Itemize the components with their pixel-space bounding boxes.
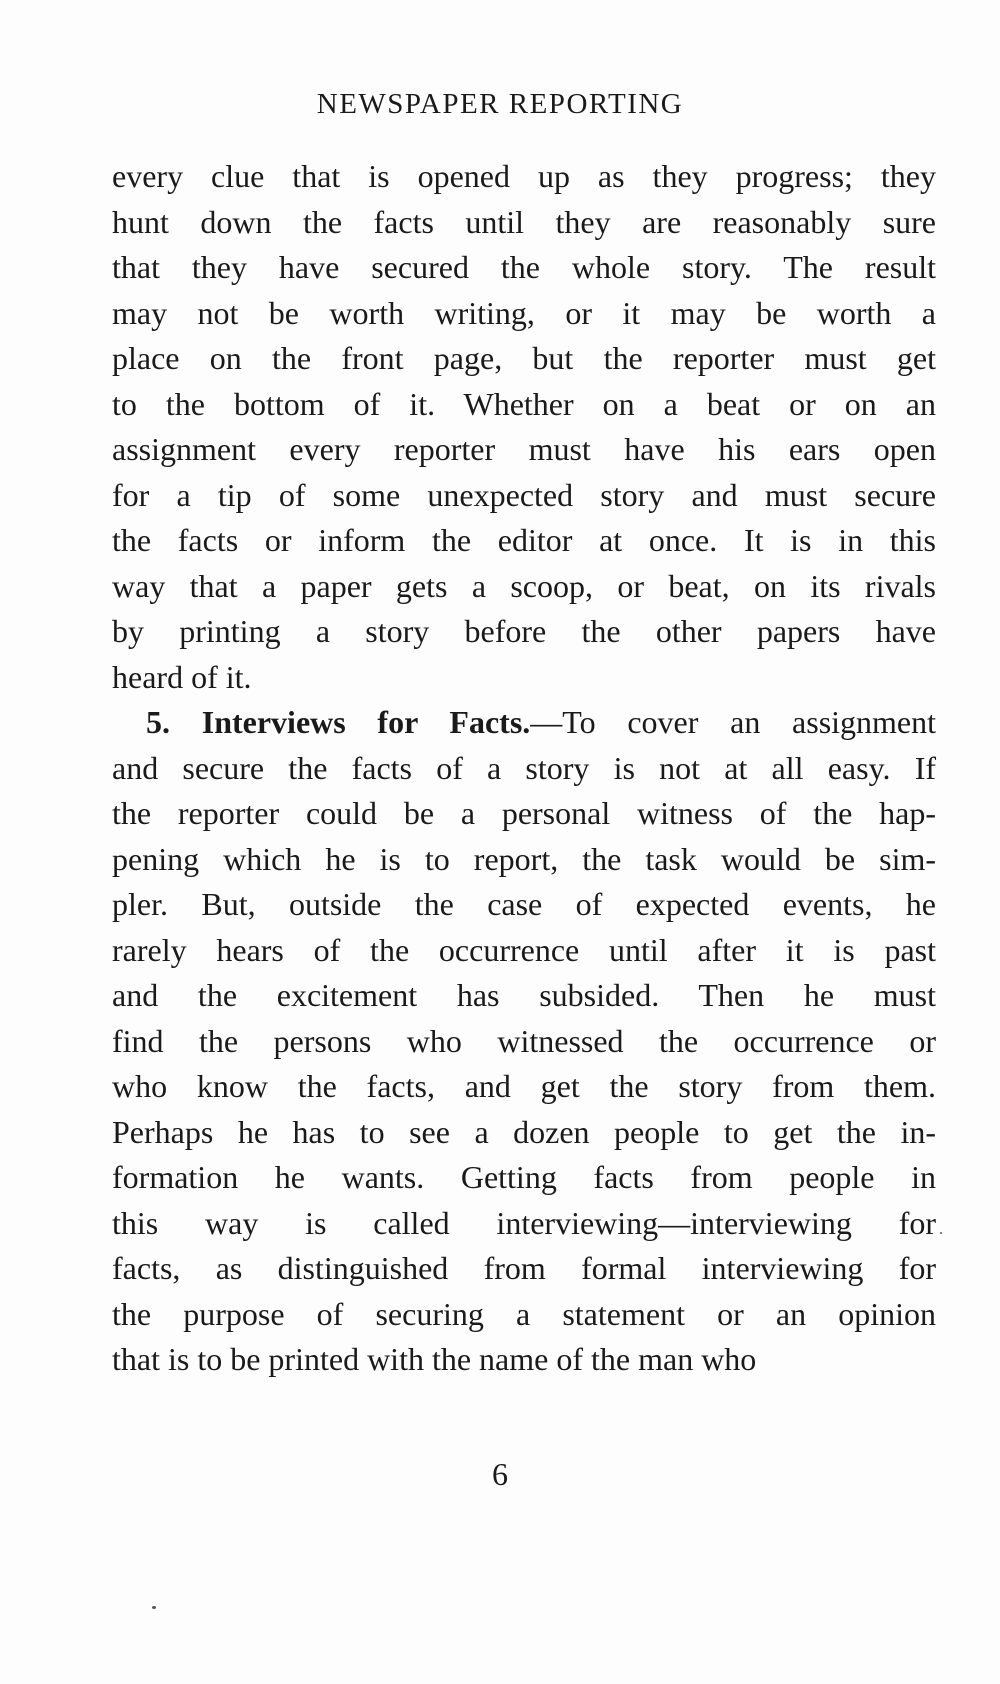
body-line: pler. But, outside the case of expected events, he (112, 886, 936, 922)
body-line: for a tip of some unexpected story and must secure (112, 476, 936, 513)
running-head: NEWSPAPER REPORTING (316, 88, 684, 120)
body-line: facts, as distinguished from formal interviewing for (112, 1250, 936, 1286)
body-line: and the excitement has subsided. Then he must (112, 977, 936, 1013)
body-line: heard of it. (112, 658, 252, 695)
body-line: that they have secured the whole story. The result (112, 249, 936, 285)
body-line: to the bottom of it. Whether on a beat or on an (112, 385, 936, 422)
body-line: rarely hears of the occurrence until after it is past (112, 931, 936, 968)
print-speck (940, 1232, 942, 1234)
section-heading-line (112, 700, 936, 746)
body-line: the reporter could be a personal witness of the hap- (112, 795, 936, 831)
body-line: this way is called interviewing—interviewing for (112, 1204, 936, 1241)
section-number: 5. (146, 704, 170, 740)
body-line: hunt down the facts until they are reasonably sure (112, 203, 936, 240)
body-line: Perhaps he has to see a dozen people to get the in- (112, 1113, 936, 1150)
section-opening-text: —To cover an assignment (530, 704, 937, 740)
print-speck (152, 1606, 156, 1609)
body-line: may not be worth writing, or it may be worth a (112, 294, 936, 331)
body-line: every clue that is opened up as they progress; they (112, 158, 936, 194)
body-line: assignment every reporter must have his ears open (112, 431, 936, 467)
body-line: formation he wants. Getting facts from people in (112, 1159, 936, 1195)
body-line: the facts or inform the editor at once. It is in this (112, 522, 936, 558)
body-line: who know the facts, and get the story from them. (112, 1068, 936, 1104)
body-line: by printing a story before the other papers have (112, 613, 936, 649)
body-line: the purpose of securing a statement or an opinion (112, 1295, 936, 1332)
body-line: way that a paper gets a scoop, or beat, on its rivals (112, 567, 936, 604)
section-title: Interviews for Facts. (201, 704, 531, 740)
body-line: find the persons who witnessed the occurrence or (112, 1022, 936, 1059)
page-body (112, 154, 936, 1383)
body-line: that is to be printed with the name of the man who (112, 1341, 757, 1377)
body-line: pening which he is to report, the task would be sim- (112, 840, 936, 877)
page-number: 6 (492, 1456, 508, 1492)
body-line: place on the front page, but the reporter must get (112, 340, 936, 376)
body-line: and secure the facts of a story is not at all easy. If (112, 749, 936, 786)
